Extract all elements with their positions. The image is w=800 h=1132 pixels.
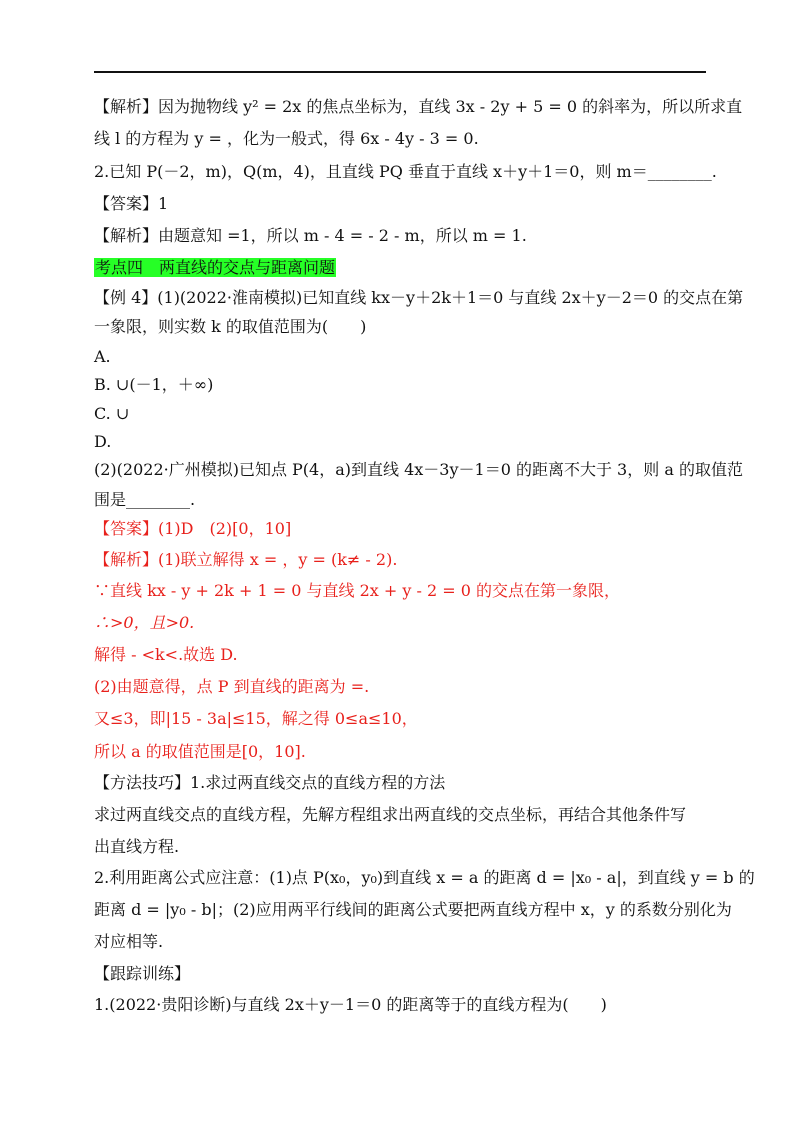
line-text: 【解析】由题意知 =1，所以 m - 4 = - 2 - m，所以 m = 1. bbox=[94, 226, 527, 245]
line-text: 【解析】因为抛物线 y² = 2x 的焦点坐标为，直线 3x - 2y + 5 = 0 的斜率为，所以所求直 bbox=[94, 97, 743, 116]
header-rule bbox=[94, 71, 706, 73]
text-line bbox=[94, 963, 714, 985]
line-text: C. ∪ bbox=[94, 404, 130, 423]
line-text: 【例 4】(1)(2022·淮南模拟)已知直线 kx－y＋2k＋1＝0 与直线 2x＋y－2＝0 的交点在第 bbox=[94, 288, 744, 307]
text-line bbox=[94, 612, 714, 634]
line-text: 【方法技巧】1.求过两直线交点的直线方程的方法 bbox=[94, 773, 446, 792]
line-text: ∴>0，且>0. bbox=[94, 613, 195, 632]
text-line bbox=[94, 161, 717, 183]
text-line bbox=[94, 225, 714, 247]
text-line bbox=[94, 374, 714, 396]
text-line bbox=[94, 994, 714, 1016]
line-text: 距离 d = |y₀ - b|；(2)应用两平行线间的距离公式要把两直线方程中 x，y 的系数分别化为 bbox=[94, 900, 732, 919]
line-text: ∵直线 kx - y + 2k + 1 = 0 与直线 2x + y - 2 = 0 的交点在第一象限， bbox=[94, 581, 620, 600]
line-text: 求过两直线交点的直线方程，先解方程组求出两直线的交点坐标，再结合其他条件写 bbox=[94, 805, 687, 824]
text-line bbox=[94, 708, 714, 730]
line-text: 【答案】1 bbox=[94, 194, 169, 213]
line-text: 【答案】(1)D (2)[0，10] bbox=[94, 519, 292, 538]
line-text: B. ∪(－1，＋∞) bbox=[94, 375, 214, 394]
text-line bbox=[94, 931, 714, 953]
section-heading: 考点四 两直线的交点与距离问题 bbox=[95, 258, 336, 277]
text-line bbox=[94, 899, 732, 921]
line-text: 【解析】(1)联立解得 x = ，y = (k≠ - 2). bbox=[94, 550, 398, 569]
line-text: 又≤3，即|15 - 3a|≤15，解之得 0≤a≤10， bbox=[94, 709, 418, 728]
text-line bbox=[94, 431, 714, 453]
text-line bbox=[94, 96, 743, 118]
text-line bbox=[94, 346, 714, 368]
text-line bbox=[94, 867, 755, 889]
line-text: 围是________. bbox=[94, 490, 196, 509]
text-line bbox=[94, 772, 714, 794]
text-line bbox=[94, 193, 714, 215]
text-line bbox=[94, 518, 714, 540]
line-text: 解得 - <k<.故选 D. bbox=[94, 645, 238, 664]
line-text: 对应相等. bbox=[94, 932, 164, 951]
text-line bbox=[94, 580, 714, 602]
line-text: 2.已知 P(－2，m)，Q(m，4)，且直线 PQ 垂直于直线 x＋y＋1＝0，则 m＝________. bbox=[94, 162, 717, 181]
line-text: 出直线方程. bbox=[94, 837, 180, 856]
text-line bbox=[94, 804, 714, 826]
text-line bbox=[94, 489, 714, 511]
text-line bbox=[94, 403, 714, 425]
line-text: 2.利用距离公式应注意：(1)点 P(x₀，y₀)到直线 x = a 的距离 d = |x₀ - a|，到直线 y = b 的 bbox=[94, 868, 755, 887]
text-line bbox=[94, 644, 714, 666]
line-text: 一象限，则实数 k 的取值范围为( ) bbox=[94, 317, 367, 336]
line-text: (2)(2022·广州模拟)已知点 P(4，a)到直线 4x－3y－1＝0 的距离不大于 3，则 a 的取值范 bbox=[94, 460, 743, 479]
text-line bbox=[94, 128, 714, 150]
line-text: A. bbox=[94, 347, 111, 366]
text-line bbox=[94, 836, 714, 858]
text-line bbox=[94, 676, 714, 698]
line-text: 【跟踪训练】 bbox=[94, 964, 191, 983]
line-text: (2)由题意得，点 P 到直线的距离为 =. bbox=[94, 677, 370, 696]
line-text: 线 l 的方程为 y = ，化为一般式，得 6x - 4y - 3 = 0. bbox=[94, 129, 479, 148]
text-line bbox=[94, 741, 714, 763]
text-line bbox=[94, 316, 714, 338]
text-line bbox=[94, 287, 744, 309]
line-text: 所以 a 的取值范围是[0，10]. bbox=[94, 742, 306, 761]
line-text: D. bbox=[94, 432, 112, 451]
text-line bbox=[94, 459, 743, 481]
text-line bbox=[94, 549, 714, 571]
line-text: 1.(2022·贵阳诊断)与直线 2x＋y－1＝0 的距离等于的直线方程为( ) bbox=[94, 995, 607, 1014]
text-line bbox=[94, 257, 714, 279]
